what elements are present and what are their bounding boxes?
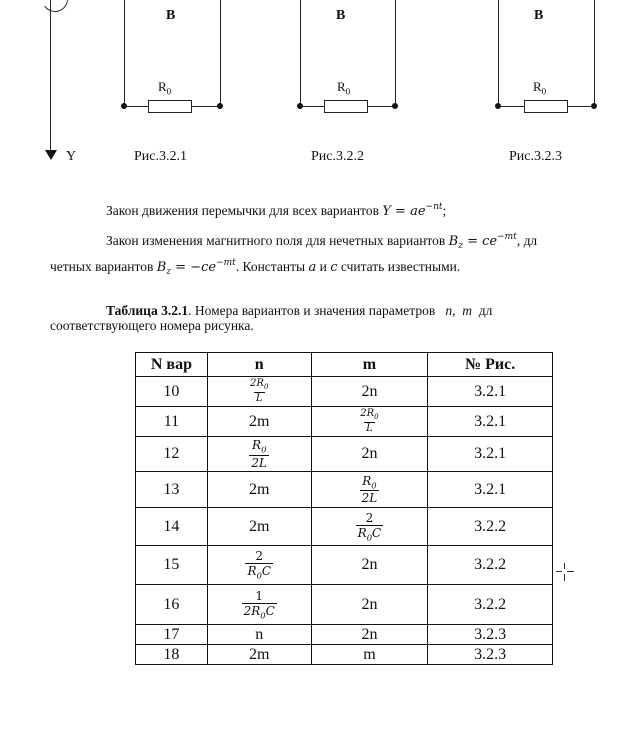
figure-caption-2: Рис.3.2.2 (311, 149, 364, 164)
node-dot (392, 103, 398, 109)
figure-caption-1: Рис.3.2.1 (134, 149, 187, 164)
table-row: 17 n 2n 3.2.3 (136, 625, 553, 645)
table-row: 15 $\frac{2}{R_0C}$ 2n 3.2.2 (136, 546, 553, 585)
paragraph-field-odd: Закон изменения магнитного поля для нечетных вариантов $B_z = ce^{-mt}$, дл (106, 232, 538, 251)
node-dot (591, 103, 597, 109)
header-m: m (311, 353, 428, 377)
fraction: $\frac{R_0}{2L}$ (251, 438, 268, 470)
node-dot (495, 103, 501, 109)
formula-cell (207, 585, 311, 625)
header-variant: N вар (136, 353, 208, 377)
table-caption-line2: соответствующего номера рисунка. (50, 318, 254, 333)
resistor-label-1: $R_0$ (158, 79, 172, 97)
node-dot (121, 103, 127, 109)
fraction: $\frac{2R_0}{L}$ (360, 408, 379, 434)
table-row: 12 $\frac{R_0}{2L}$ 2n 3.2.1 (136, 437, 553, 472)
header-figure: № Рис. (428, 353, 553, 377)
y-axis-line (50, 0, 51, 152)
formula-cell (311, 508, 428, 546)
field-label-3: B (534, 8, 544, 23)
fraction: $\frac{R_0}{2L}$ (361, 473, 378, 506)
field-label-2: B (336, 8, 346, 23)
formula-cell (207, 546, 311, 585)
parameters-table (135, 352, 553, 665)
formula-cell (311, 472, 428, 508)
y-axis-arrow-icon (45, 150, 57, 160)
resistor-1 (148, 100, 192, 113)
resistor-3 (524, 100, 568, 113)
axis-arc (40, 0, 70, 14)
resistor-2 (324, 100, 368, 113)
fraction: $\frac{1}{2R_0C}$ (243, 588, 275, 620)
crosshair-cursor-icon (556, 563, 574, 581)
table-row: 18 2m m 3.2.3 (136, 645, 553, 665)
y-axis-label: Y (66, 149, 77, 164)
fraction: $\frac{2R_0}{L}$ (250, 378, 269, 404)
table-header-row (136, 353, 553, 377)
paragraph-field-even: четных вариантов $B_z = -ce^{-mt}$. Константы a и c считать известными. (50, 258, 461, 277)
header-n: n (207, 353, 311, 377)
table-row: 13 2m $\frac{R_0}{2L}$ 3.2.1 (136, 472, 553, 508)
field-label-1: B (166, 8, 176, 23)
table-row: 10 $\frac{2R_0}{L}$ 2n 3.2.1 (136, 377, 553, 407)
node-dot (217, 103, 223, 109)
formula-cell (207, 437, 311, 472)
figure-caption-3: Рис.3.2.3 (509, 149, 562, 164)
formula-cell (207, 377, 311, 407)
fraction: $\frac{2}{R_0C}$ (357, 510, 382, 542)
resistor-label-3: $R_0$ (533, 79, 547, 97)
paragraph-motion-law: Закон движения перемычки для всех вариантов $Y = ae^{-nt}$; (106, 202, 447, 219)
table-caption: Таблица 3.2.1. Номера вариантов и значения параметров n, m дл (106, 303, 493, 318)
table-row: 16 $\frac{1}{2R_0C}$ 2n 3.2.2 (136, 585, 553, 625)
resistor-label-2: $R_0$ (337, 79, 351, 97)
fraction: $\frac{2}{R_0C}$ (247, 549, 272, 581)
formula-cell (311, 407, 428, 437)
table-row: 14 2m $\frac{2}{R_0C}$ 3.2.2 (136, 508, 553, 546)
table-row: 11 2m $\frac{2R_0}{L}$ 3.2.1 (136, 407, 553, 437)
node-dot (297, 103, 303, 109)
